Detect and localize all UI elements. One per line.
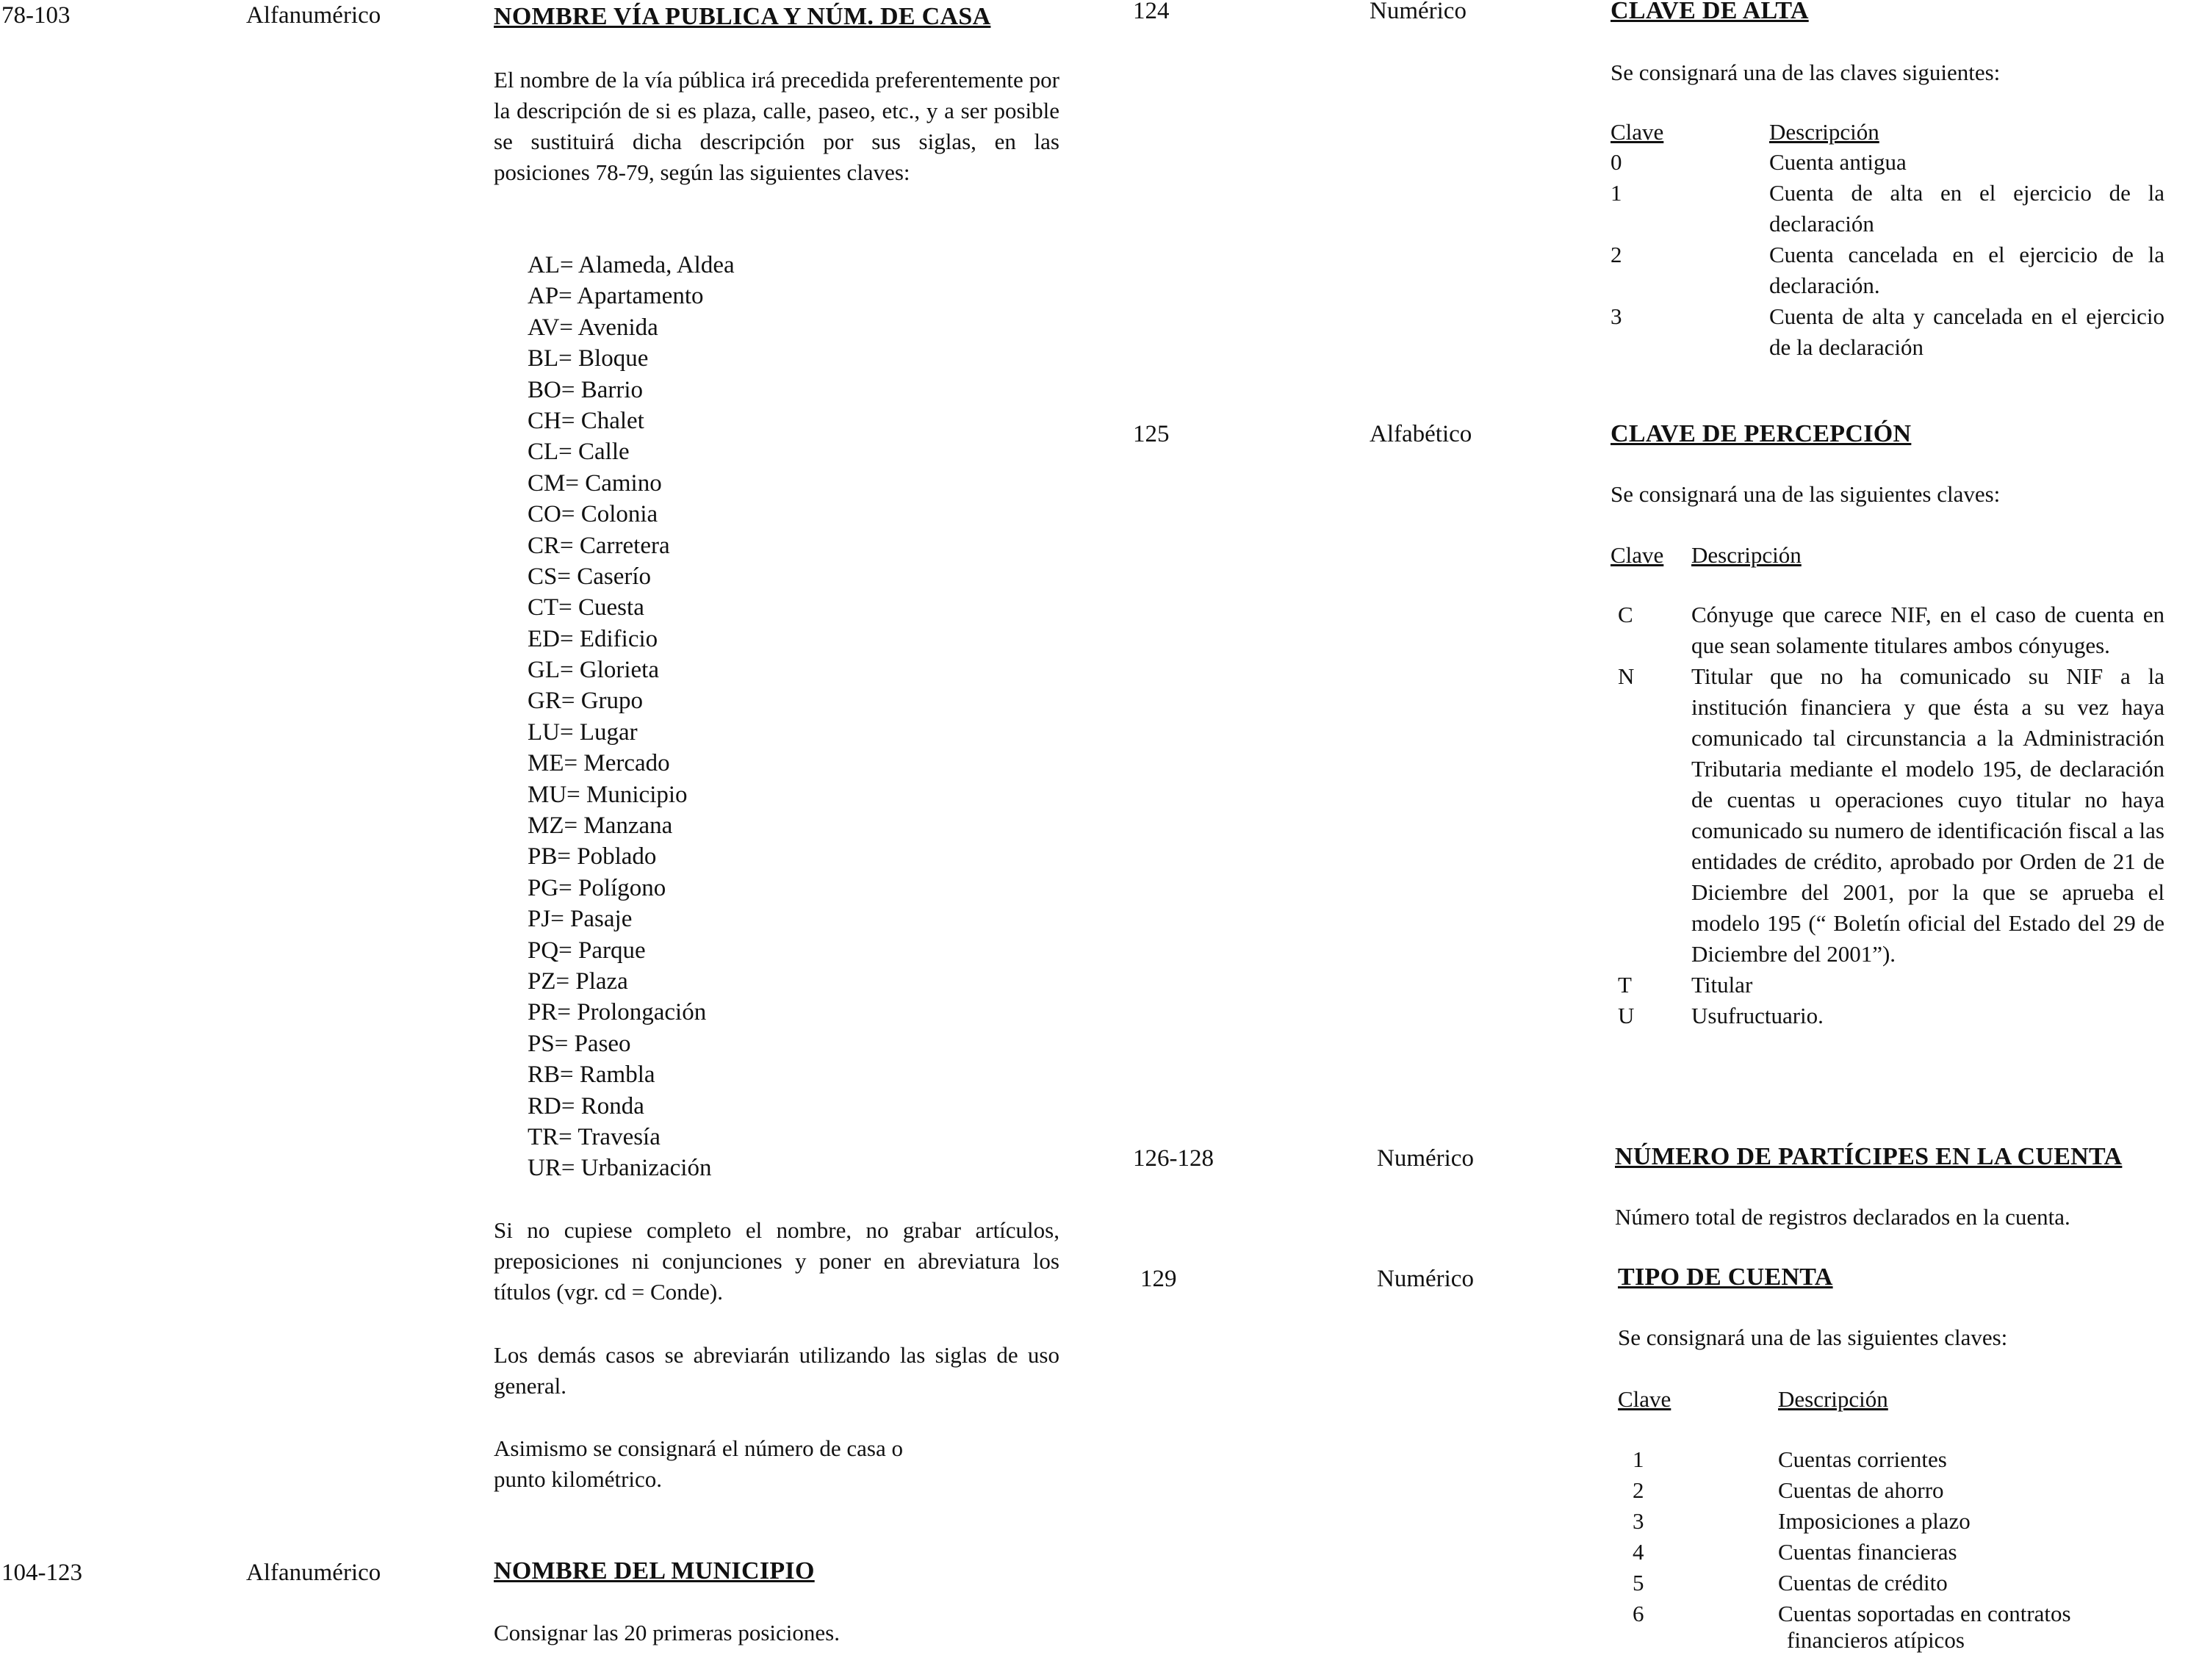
section-heading: CLAVE DE ALTA [1611, 0, 1809, 24]
table-cell-description: Cónyuge que carece NIF, en el caso de cuenta en que sean solamente titulares ambos cónyuges. [1691, 602, 2164, 658]
code-list-item: MU= Municipio [528, 781, 688, 808]
table-row [1618, 1475, 2162, 1506]
code-list-item: LU= Lugar [528, 718, 638, 746]
paragraph: Consignar las 20 primeras posiciones. [494, 1620, 840, 1645]
code-list-item: AP= Apartamento [528, 283, 704, 310]
column-header-description: Descripción [1691, 542, 1802, 568]
table-row [1618, 1506, 2162, 1537]
table-cell-description: Imposiciones a plazo [1778, 1508, 1971, 1534]
column-header-key: Clave [1611, 542, 1664, 568]
table-row [1611, 970, 2164, 1001]
table-cell-key: 6 [1633, 1601, 1644, 1626]
table-row [1611, 178, 2164, 239]
table-cell-description: Cuentas financieras [1778, 1539, 1957, 1565]
table-cell-key: 4 [1633, 1539, 1644, 1565]
column-header-description: Descripción [1769, 119, 1879, 145]
table-cell-description: Cuenta de alta y cancelada en el ejercicio de la declaración [1769, 303, 2164, 360]
key-table [1611, 599, 2164, 1031]
table-cell-description: Cuenta cancelada en el ejercicio de la declaración. [1769, 242, 2164, 298]
code-list-item: GR= Grupo [528, 688, 644, 715]
section-heading: TIPO DE CUENTA [1618, 1263, 1833, 1291]
column-header-description: Descripción [1778, 1386, 1888, 1412]
code-list-item: CM= Camino [528, 469, 662, 497]
section-heading: CLAVE DE PERCEPCIÓN [1611, 420, 1912, 447]
table-cell-description: Cuenta antigua [1769, 149, 1907, 175]
code-list-item: ME= Mercado [528, 750, 670, 777]
field-type: Numérico [1377, 1266, 1474, 1292]
code-list-item: CT= Cuesta [528, 594, 644, 621]
table-cell-description: Titular [1691, 972, 1753, 998]
field-type: Alfanumérico [246, 2, 381, 29]
table-cell-key: 1 [1611, 180, 1622, 206]
table-row [1611, 301, 2164, 363]
code-list-item: PG= Polígono [528, 874, 666, 901]
code-list-item: CO= Colonia [528, 501, 658, 528]
code-list [528, 250, 735, 1184]
table-cell-key: T [1618, 972, 1632, 998]
field-type: Numérico [1370, 0, 1467, 24]
paragraph-line: punto kilométrico. [494, 1466, 663, 1492]
key-table [1611, 147, 2164, 363]
code-list-item: PR= Prolongación [528, 999, 707, 1026]
field-position: 104-123 [1, 1560, 82, 1586]
code-list-item: MZ= Manzana [528, 812, 673, 840]
field-type: Alfanumérico [246, 1560, 381, 1586]
code-list-item: PJ= Pasaje [528, 906, 633, 933]
column-header-key: Clave [1618, 1386, 1671, 1412]
paragraph: Los demás casos se abreviarán utilizando las siglas de uso general. [494, 1342, 1059, 1399]
table-cell-key: 3 [1633, 1508, 1644, 1534]
field-type: Alfabético [1370, 421, 1472, 447]
paragraph: Se consignará una de las siguientes claves: [1611, 481, 2001, 507]
table-row [1611, 239, 2164, 301]
table-cell-description: Usufructuario. [1691, 1003, 1824, 1028]
paragraph: Si no cupiese completo el nombre, no grabar artículos, preposiciones ni conjunciones y poner en abreviatura los títulos (vgr. cd = Conde). [494, 1217, 1059, 1305]
table-row [1611, 147, 2164, 178]
code-list-item: UR= Urbanización [528, 1155, 712, 1182]
code-list-item: ED= Edificio [528, 625, 658, 652]
section-heading: NOMBRE DEL MUNICIPIO [494, 1557, 815, 1585]
table-cell-description: Titular que no ha comunicado su NIF a la institución financiera y que ésta a su vez haya comunicado tal circunstancia a la Administración Tributaria mediante el modelo 195, de declaración de cuentas u operaciones cuyo titular no haya comunicado su numero de identificación fiscal a las entidades de crédito, aprobado por Orden de 21 de Diciembre del 2001, por la que se aprueba el modelo 195 (“ Boletín oficial del Estado del 29 de Diciembre del 2001”). [1691, 663, 2164, 967]
field-type: Numérico [1377, 1145, 1474, 1172]
code-list-item: BL= Bloque [528, 345, 649, 372]
field-position: 78-103 [1, 2, 71, 29]
table-row-continuation: financieros atípicos [1787, 1627, 1965, 1653]
code-list-item: AV= Avenida [528, 314, 658, 341]
table-cell-key: 1 [1633, 1446, 1644, 1472]
table-row [1618, 1444, 2162, 1475]
table-cell-key: C [1618, 602, 1633, 627]
code-list-item: CS= Caserío [528, 563, 652, 590]
paragraph: Se consignará una de las siguientes claves: [1618, 1324, 2008, 1350]
code-list-item: CH= Chalet [528, 407, 644, 434]
code-list-item: AL= Alameda, Aldea [528, 252, 735, 278]
column-header-key: Clave [1611, 119, 1664, 145]
table-cell-key: 2 [1633, 1477, 1644, 1503]
table-row [1611, 599, 2164, 661]
table-cell-key: 2 [1611, 242, 1622, 267]
table-row [1611, 1001, 2164, 1031]
table-row [1618, 1568, 2162, 1598]
table-cell-key: N [1618, 663, 1635, 689]
table-cell-description: Cuentas corrientes [1778, 1446, 1947, 1472]
code-list-item: PQ= Parque [528, 937, 646, 964]
section-heading: NOMBRE VÍA PUBLICA Y NÚM. DE CASA [494, 3, 991, 30]
paragraph: Número total de registros declarados en la cuenta. [1615, 1204, 2070, 1230]
code-list-item: GL= Glorieta [528, 657, 659, 684]
table-row [1611, 661, 2164, 970]
table-cell-description: Cuentas soportadas en contratos [1778, 1601, 2071, 1626]
section-heading: NÚMERO DE PARTÍCIPES EN LA CUENTA [1615, 1143, 2123, 1170]
field-position: 129 [1140, 1266, 1177, 1292]
code-list-item: BO= Barrio [528, 376, 644, 403]
code-list-item: CR= Carretera [528, 532, 670, 559]
paragraph: El nombre de la vía pública irá precedida preferentemente por la descripción de si es plaza, calle, paseo, etc., y a ser posible se sustituirá dicha descripción por sus siglas, en las posiciones 78-79, según las siguientes claves: [494, 67, 1059, 185]
table-cell-key: U [1618, 1003, 1635, 1028]
table-cell-key: 5 [1633, 1570, 1644, 1596]
table-cell-description: Cuenta de alta en el ejercicio de la declaración [1769, 180, 2164, 237]
table-cell-description: Cuentas de crédito [1778, 1570, 1948, 1596]
code-list-item: PB= Poblado [528, 843, 657, 870]
code-list-item: RB= Rambla [528, 1061, 655, 1089]
table-row [1618, 1537, 2162, 1568]
field-position: 124 [1133, 0, 1170, 24]
code-list-item: CL= Calle [528, 439, 630, 466]
code-list-item: RD= Ronda [528, 1092, 644, 1120]
code-list-item: TR= Travesía [528, 1123, 661, 1150]
table-cell-description: Cuentas de ahorro [1778, 1477, 1944, 1503]
table-cell-key: 0 [1611, 149, 1622, 175]
field-position: 125 [1133, 421, 1170, 447]
table-cell-key: 3 [1611, 303, 1622, 329]
field-position: 126-128 [1133, 1145, 1214, 1172]
code-list-item: PS= Paseo [528, 1030, 631, 1057]
paragraph: Se consignará una de las claves siguientes: [1611, 60, 2001, 85]
paragraph-line: Asimismo se consignará el número de casa o [494, 1435, 903, 1461]
key-table [1618, 1444, 2162, 1629]
code-list-item: PZ= Plaza [528, 967, 628, 995]
